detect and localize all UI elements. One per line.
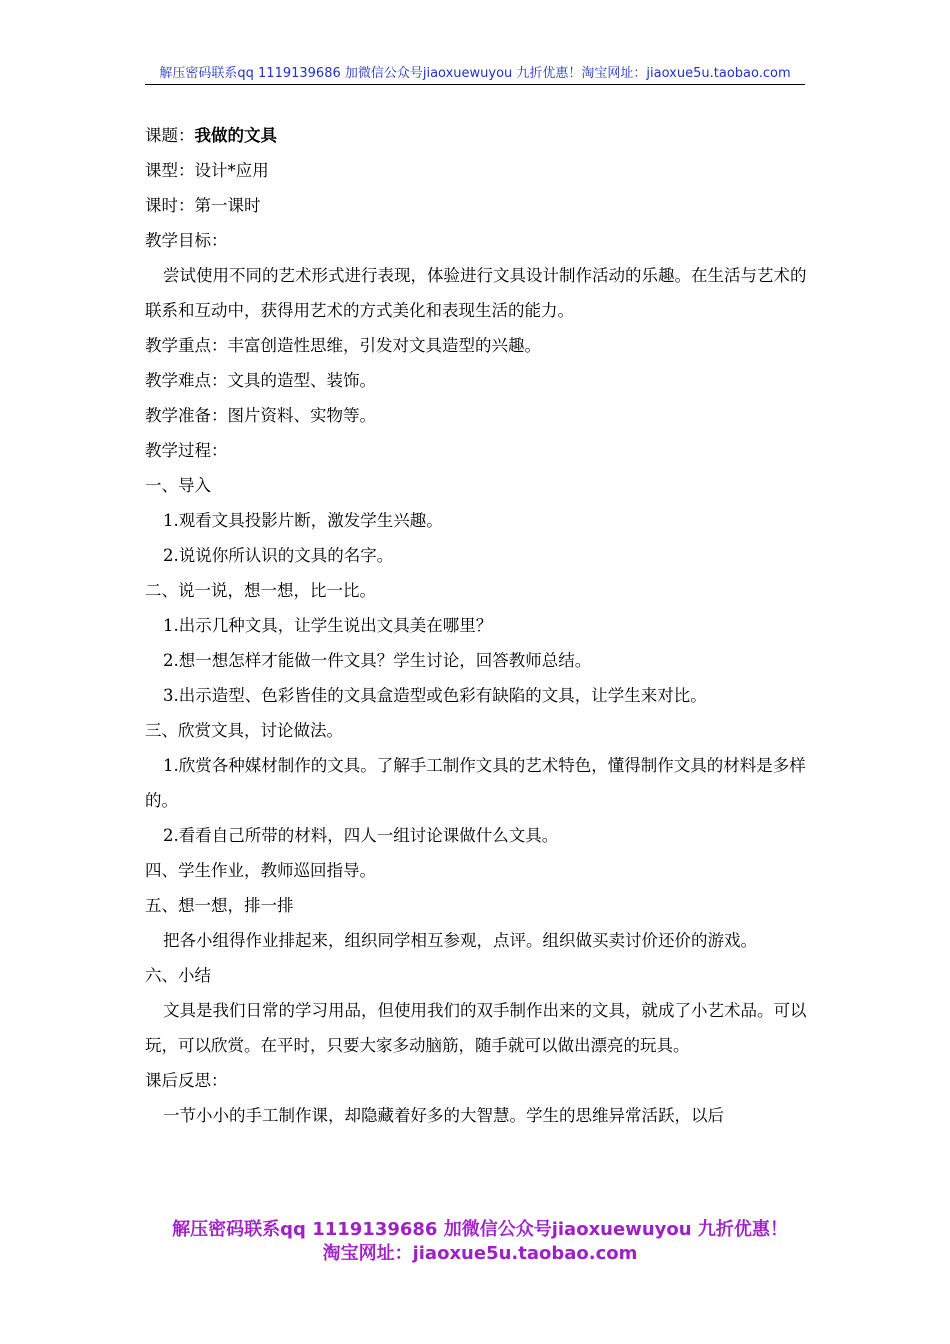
lesson-title-line bbox=[145, 118, 807, 153]
footer-line-2: 淘宝网址：jiaoxue5u.taobao.com bbox=[322, 1243, 638, 1264]
footer-line-1: 解压密码联系qq 1119139686 加微信公众号jiaoxuewuyou 九折优惠！ bbox=[172, 1219, 788, 1240]
key-point: 教学重点：丰富创造性思维，引发对文具造型的兴趣。 bbox=[145, 336, 541, 355]
section-2-item-1: 1.出示几种文具，让学生说出文具美在哪里？ bbox=[163, 616, 493, 635]
section-2-item-2: 2.想一想怎样才能做一件文具？学生讨论，回答教师总结。 bbox=[163, 651, 592, 670]
section-6-text: 文具是我们日常的学习用品，但使用我们的双手制作出来的文具，就成了小艺术品。可以玩，可以欣赏。在平时，只要大家多动脑筋，随手就可以做出漂亮的玩具。 bbox=[145, 1001, 807, 1055]
lesson-type: 课型：设计*应用 bbox=[145, 161, 269, 180]
lesson-plan-body bbox=[145, 118, 807, 1133]
section-1-heading: 一、导入 bbox=[145, 476, 211, 495]
page-footer-watermark bbox=[140, 1218, 820, 1266]
reflection-heading: 课后反思： bbox=[145, 1071, 228, 1090]
lesson-title: 我做的文具 bbox=[194, 126, 277, 145]
lesson-period: 课时：第一课时 bbox=[145, 196, 261, 215]
goal-text: 尝试使用不同的艺术形式进行表现，体验进行文具设计制作活动的乐趣。在生活与艺术的联系和互动中，获得用艺术的方式美化和表现生活的能力。 bbox=[145, 266, 807, 320]
title-label: 课题： bbox=[145, 126, 195, 145]
section-3-heading: 三、欣赏文具，讨论做法。 bbox=[145, 721, 343, 740]
section-5-heading: 五、想一想，排一排 bbox=[145, 896, 294, 915]
section-6-heading: 六、小结 bbox=[145, 966, 211, 985]
preparation: 教学准备：图片资料、实物等。 bbox=[145, 406, 376, 425]
section-1-item-2: 2.说说你所认识的文具的名字。 bbox=[163, 546, 394, 565]
page-header-watermark: 解压密码联系qq 1119139686 加微信公众号jiaoxuewuyou 九折优惠！淘宝网址：jiaoxue5u.taobao.com bbox=[145, 66, 805, 85]
section-3-item-2: 2.看看自己所带的材料，四人一组讨论课做什么文具。 bbox=[163, 826, 559, 845]
section-1-item-1: 1.观看文具投影片断，激发学生兴趣。 bbox=[163, 511, 443, 530]
section-2-heading: 二、说一说，想一想，比一比。 bbox=[145, 581, 376, 600]
section-2-item-3: 3.出示造型、色彩皆佳的文具盒造型或色彩有缺陷的文具，让学生来对比。 bbox=[163, 686, 707, 705]
section-3-item-1: 1.欣赏各种媒材制作的文具。了解手工制作文具的艺术特色，懂得制作文具的材料是多样的。 bbox=[145, 756, 806, 810]
section-4-heading: 四、学生作业，教师巡回指导。 bbox=[145, 861, 376, 880]
section-5-text: 把各小组得作业排起来，组织同学相互参观，点评。组织做买卖讨价还价的游戏。 bbox=[163, 931, 757, 950]
process-heading: 教学过程： bbox=[145, 441, 228, 460]
reflection-text: 一节小小的手工制作课，却隐藏着好多的大智慧。学生的思维异常活跃，以后 bbox=[163, 1106, 724, 1125]
difficulty: 教学难点：文具的造型、装饰。 bbox=[145, 371, 376, 390]
goal-heading: 教学目标： bbox=[145, 231, 228, 250]
